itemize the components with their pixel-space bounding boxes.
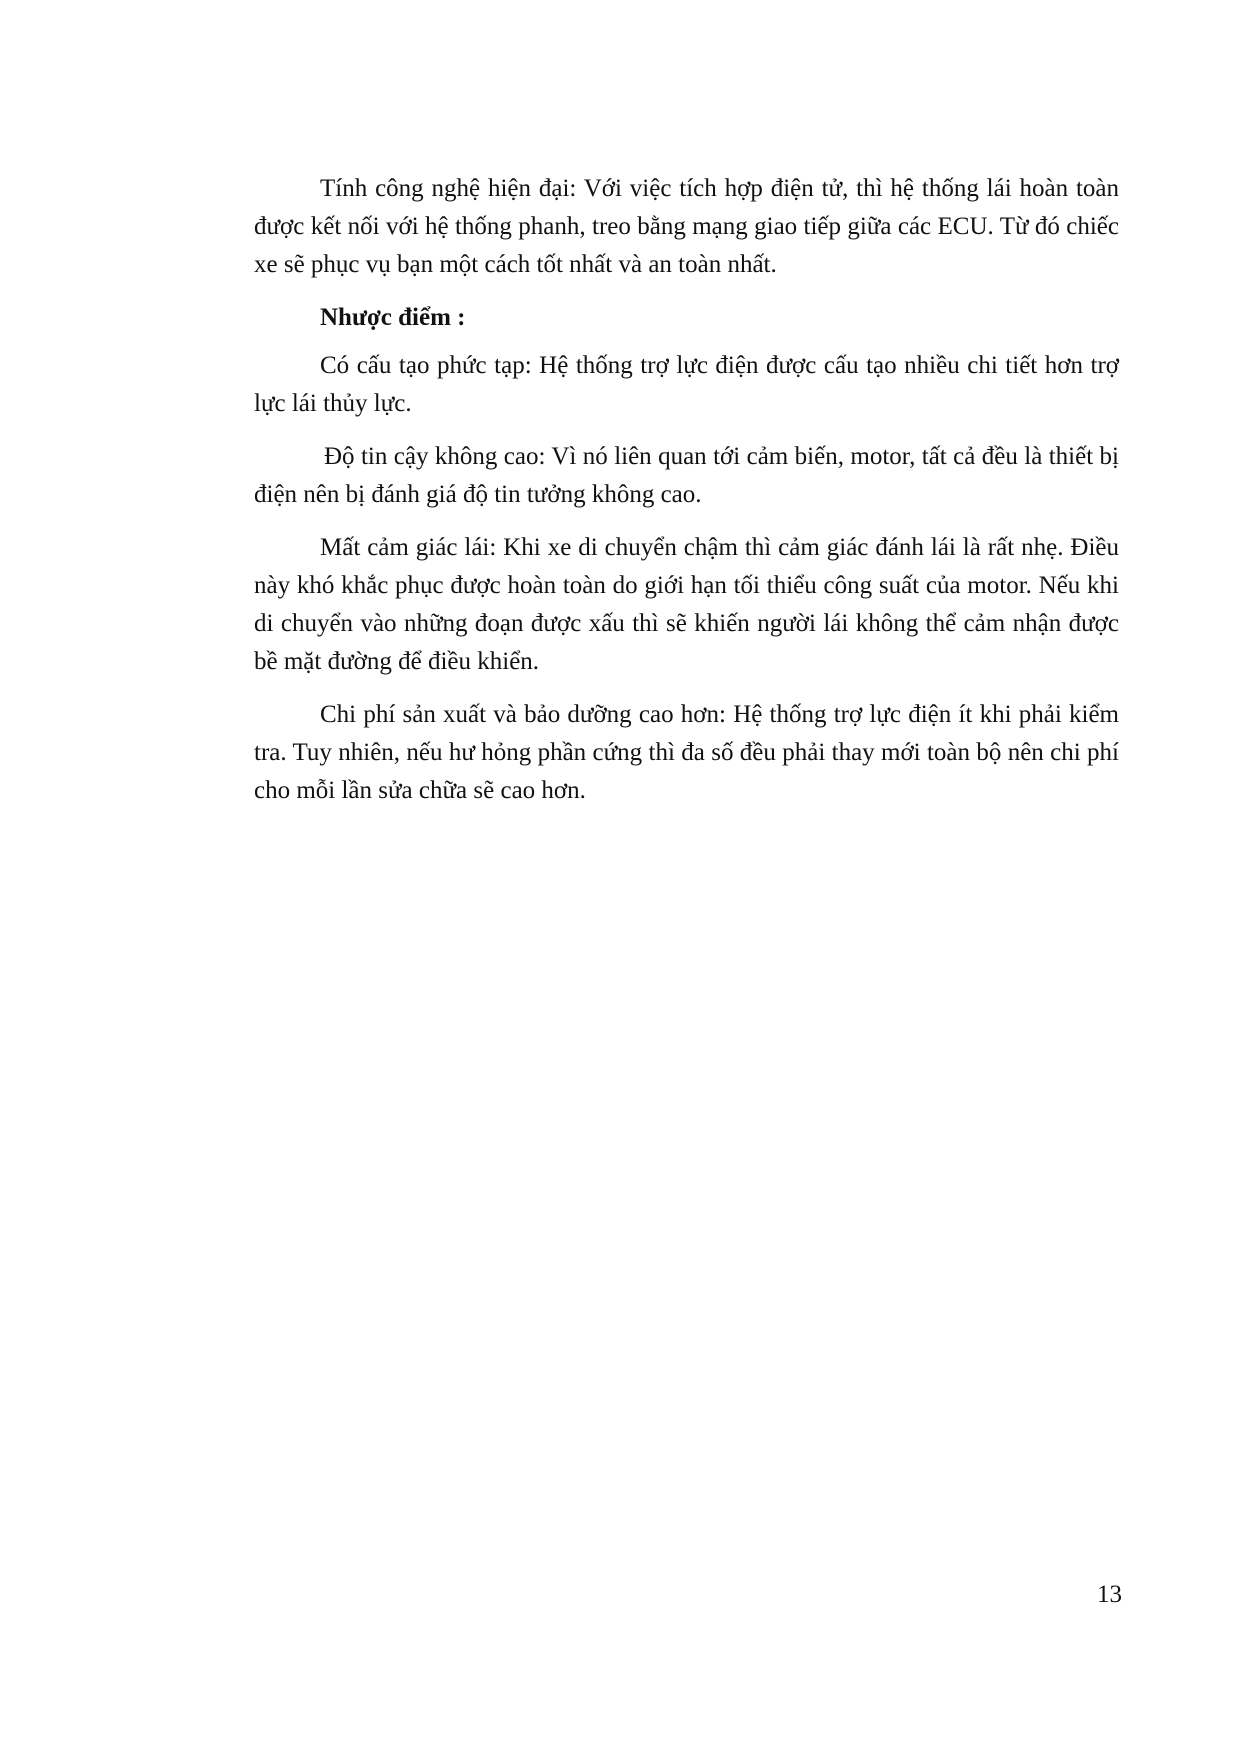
- paragraph-loss-of-steering-feel: Mất cảm giác lái: Khi xe di chuyển chậm thì cảm giác đánh lái là rất nhẹ. Điều này khó khắc phục được hoàn toàn do giới hạn tối thiểu công suất của motor. Nếu khi di chuyển vào những đoạn được xấu thì sẽ khiến người lái không thể cảm nhận được bề mặt đường để điều khiển.: [254, 534, 1119, 675]
- paragraph-modern-technology: Tính công nghệ hiện đại: Với việc tích hợp điện tử, thì hệ thống lái hoàn toàn được kết nối với hệ thống phanh, treo bằng mạng giao tiếp giữa các ECU. Từ đó chiếc xe sẽ phục vụ bạn một cách tốt nhất và an toàn nhất.: [254, 175, 1119, 278]
- paragraph-higher-cost: Chi phí sản xuất và bảo dưỡng cao hơn: Hệ thống trợ lực điện ít khi phải kiểm tra. Tuy nhiên, nếu hư hỏng phần cứng thì đa số đều phải thay mới toàn bộ nên chi phí cho mỗi lần sửa chữa sẽ cao hơn.: [254, 701, 1119, 804]
- paragraph-low-reliability: Độ tin cậy không cao: Vì nó liên quan tới cảm biến, motor, tất cả đều là thiết bị điện nên bị đánh giá độ tin tưởng không cao.: [254, 443, 1119, 508]
- page-body: [254, 170, 1119, 825]
- section-heading-disadvantages: Nhược điểm :: [320, 304, 466, 331]
- page-number: 13: [1097, 1581, 1122, 1608]
- paragraph-complex-structure: Có cấu tạo phức tạp: Hệ thống trợ lực điện được cấu tạo nhiều chi tiết hơn trợ lực lái thủy lực.: [254, 352, 1119, 417]
